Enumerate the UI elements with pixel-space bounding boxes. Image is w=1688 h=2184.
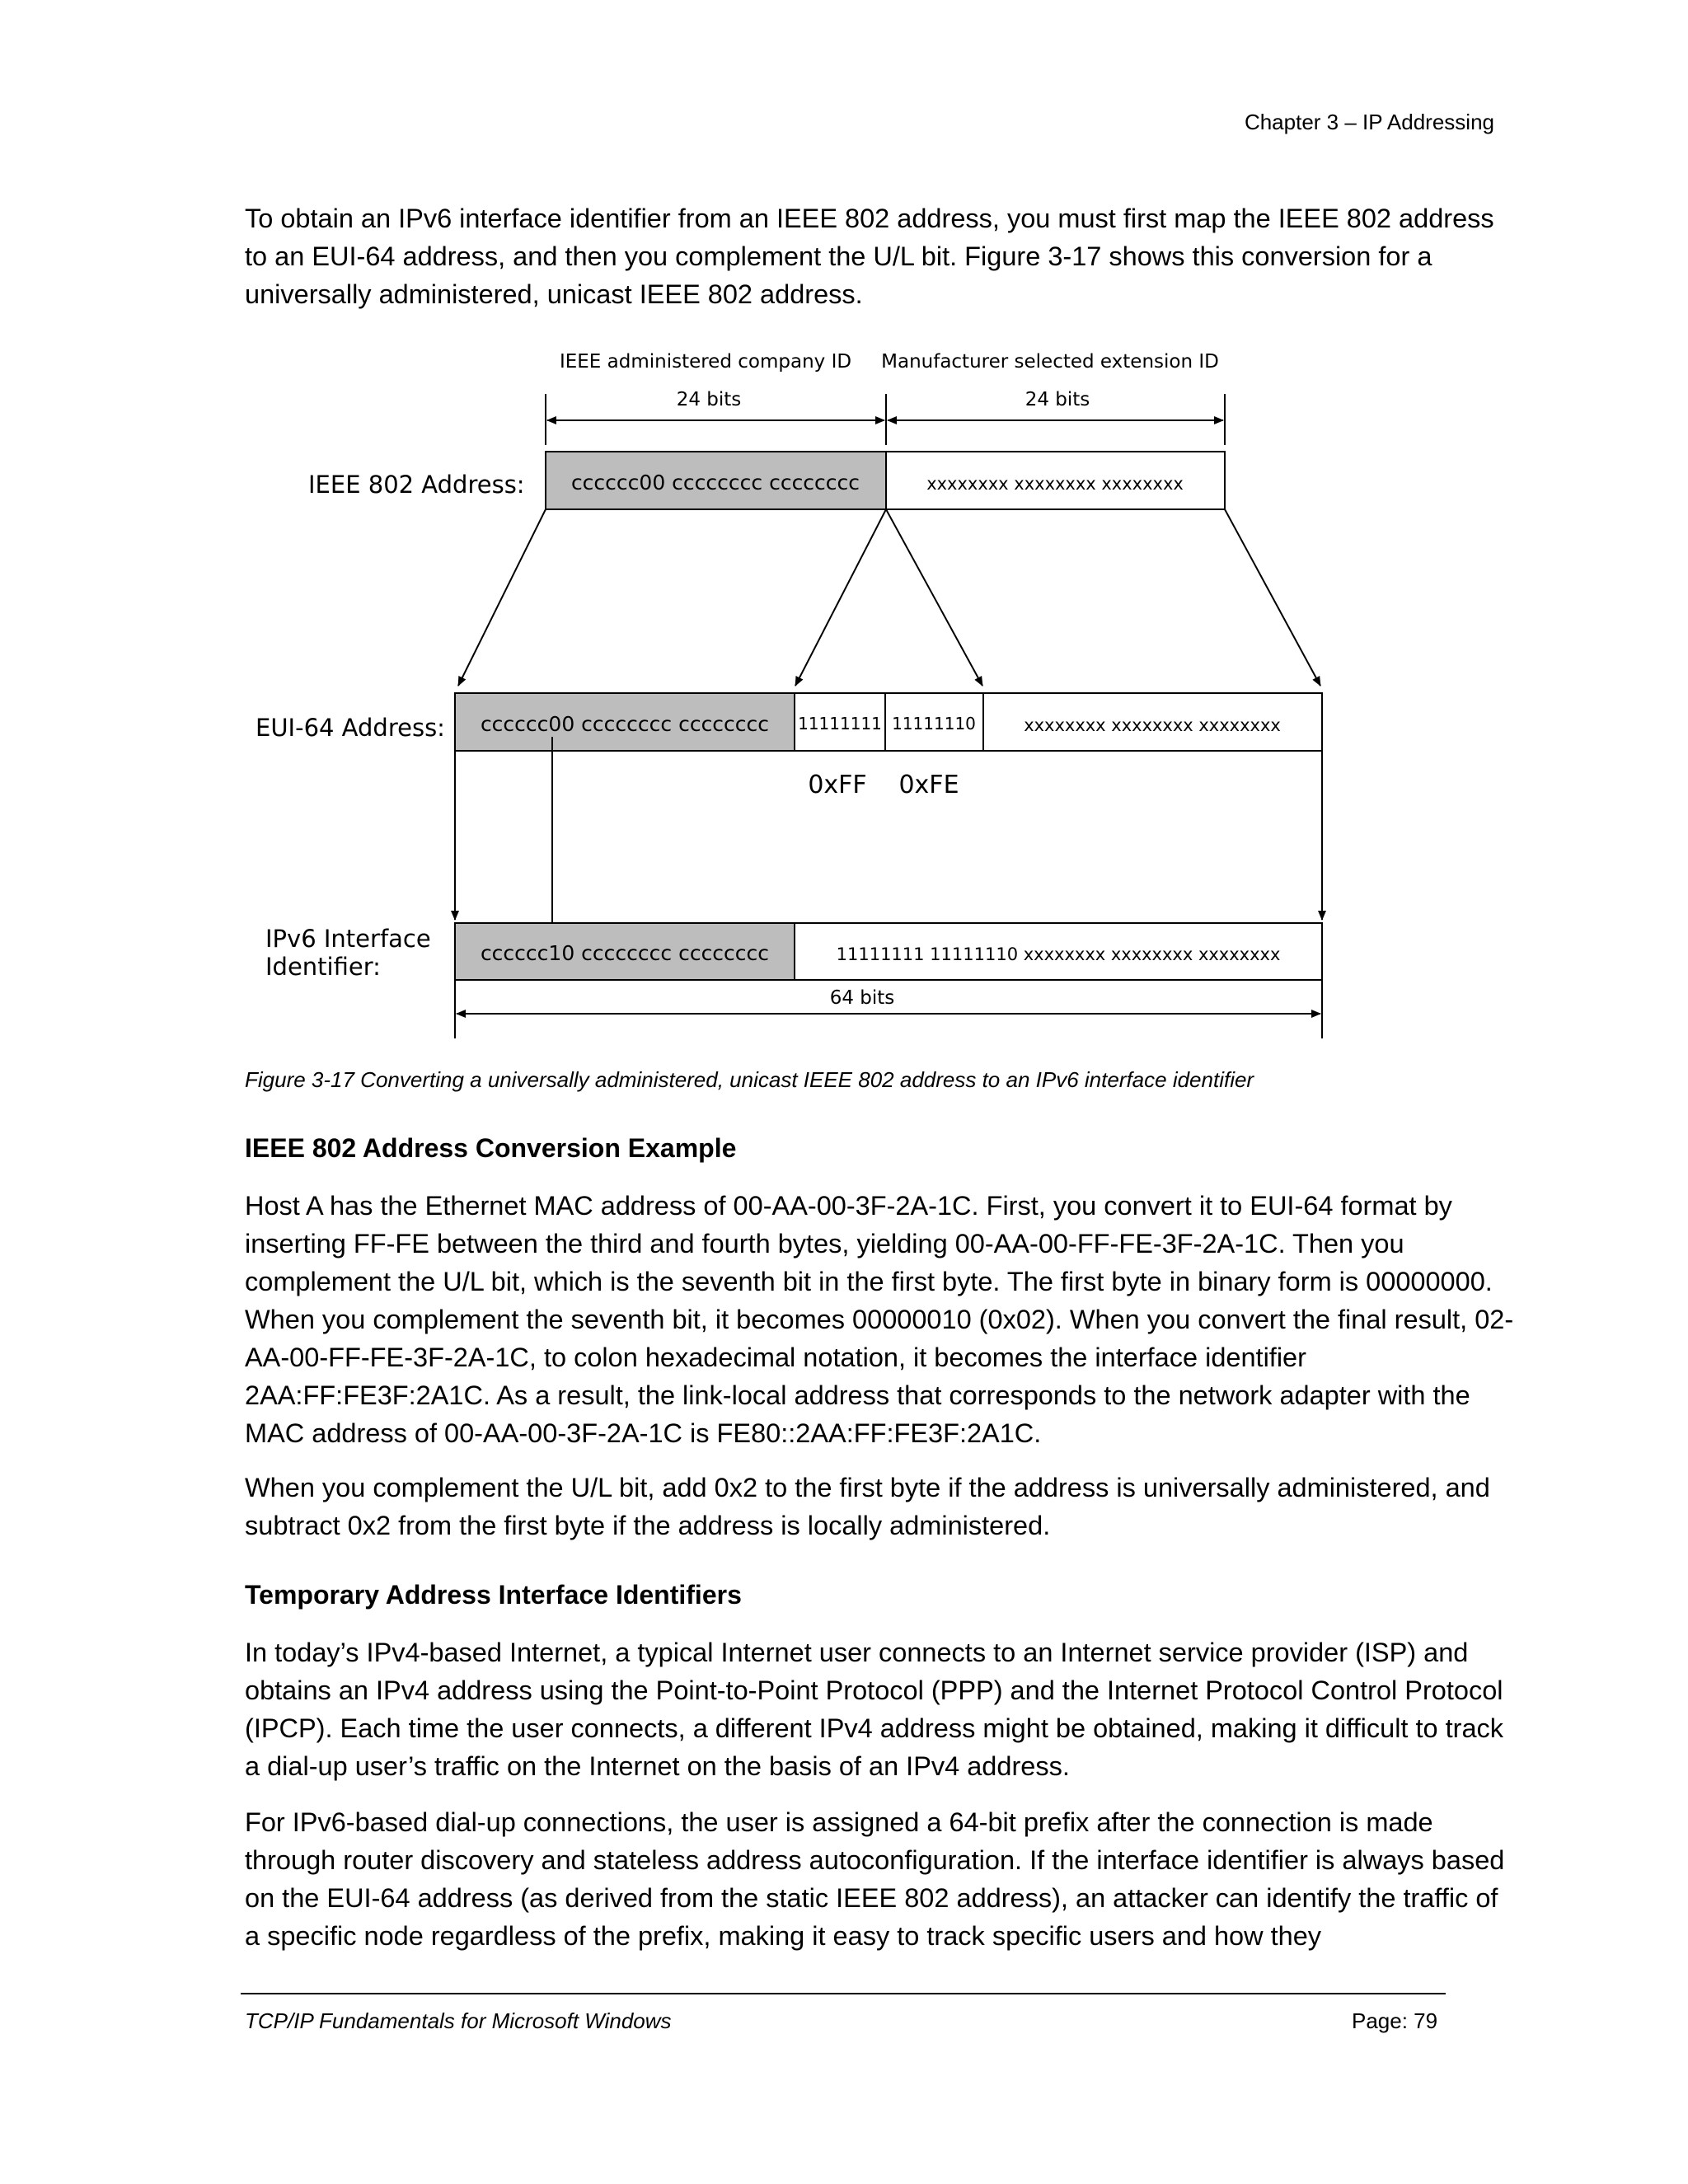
section2-paragraph2: For IPv6-based dial-up connections, the user is assigned a 64-bit prefix after the connection is made through router discovery and stateless address autoconfiguration. If the interface identifier is always based on the EUI-64 address (as derived from the static IEEE 802 address), an attacker can identify the traffic of a specific node regardless of the prefix, making it easy to track specific users and how they (245, 1807, 1505, 1951)
bits-64-label: 64 bits (829, 987, 895, 1009)
bits-24-right-label: 24 bits (1025, 389, 1090, 410)
ieee-company-bits: cccccc00 cccccccc cccccccc (570, 471, 860, 494)
footer-rule (241, 1993, 1446, 1994)
eui-row-label: EUI-64 Address: (256, 714, 445, 742)
hex-fe-label: 0xFE (898, 771, 959, 799)
footer-book-title: TCP/IP Fundamentals for Microsoft Windows (245, 2008, 672, 2033)
bits-24-left-label: 24 bits (676, 389, 742, 410)
ieee-extension-bits: xxxxxxxx xxxxxxxx xxxxxxxx (926, 474, 1184, 494)
map-arrow-extension (1225, 509, 1320, 686)
section1-paragraph1: Host A has the Ethernet MAC address of 00-AA-00-3F-2A-1C. First, you convert it to EUI-64 format by inserting FF-FE between the third and fourth bytes, yielding 00-AA-00-FF-FE-3F-2A-1C. Then you complement the U/L bit, which is the seventh bit in the first byte. The first byte in binary form is 00000000. When you complement the seventh bit, it becomes 00000010 (0x02). When you convert the final result, 02-AA-00-FF-FE-3F-2A-1C, to colon hexadecimal notation, it becomes the interface identifier 2AA:FF:FE3F:2A1C. As a result, the link-local address that corresponds to the network adapter with the MAC address of 00-AA-00-3F-2A-1C is FE80::2AA:FF:FE3F:2A1C. (245, 1191, 1514, 1448)
eui-company-bits: cccccc00 cccccccc cccccccc (480, 712, 770, 736)
map-arrow-fe (886, 509, 982, 686)
eui-ff-bits: 11111111 (798, 714, 882, 733)
intro-paragraph: To obtain an IPv6 interface identifier from an IEEE 802 address, you must first map the IEEE 802 address to an EUI-64 address, and then you complement the U/L bit. Figure 3-17 shows this conversion for a universally administered, unicast IEEE 802 address. (245, 204, 1494, 309)
ipv6-rest-bits: 11111111 11111110 xxxxxxxx xxxxxxxx xxxxxxxx (836, 944, 1281, 964)
section1-heading: IEEE 802 Address Conversion Example (245, 1133, 737, 1163)
ieee-row-label: IEEE 802 Address: (308, 471, 525, 499)
extension-id-label: Manufacturer selected extension ID (881, 351, 1219, 373)
footer-page-number: Page: 79 (1352, 2008, 1438, 2033)
figure-caption: Figure 3-17 Converting a universally administered, unicast IEEE 802 address to an IPv6 interface identifier (245, 1067, 1254, 1092)
company-id-label: IEEE administered company ID (559, 351, 852, 373)
section2-paragraph1: In today’s IPv4-based Internet, a typical Internet user connects to an Internet service provider (ISP) and obtains an IPv4 address using the Point-to-Point Protocol (PPP) and the Internet Protocol Control Protocol (IPCP). Each time the user connects, a different IPv4 address might be obtained, making it difficult to track a dial-up user’s traffic on the Internet on the basis of an IPv4 address. (245, 1638, 1504, 1781)
ipv6-row-label-line1: IPv6 Interface (265, 925, 431, 953)
eui64-conversion-diagram (0, 0, 1688, 1055)
eui-extension-bits: xxxxxxxx xxxxxxxx xxxxxxxx (1024, 715, 1281, 735)
section2-heading: Temporary Address Interface Identifiers (245, 1580, 742, 1610)
chapter-header: Chapter 3 – IP Addressing (1244, 110, 1494, 134)
map-arrow-ff (795, 509, 886, 686)
eui-fe-bits: 11111110 (892, 714, 976, 733)
hex-ff-label: 0xFF (808, 771, 867, 799)
section1-paragraph2: When you complement the U/L bit, add 0x2 to the first byte if the address is universally administered, and subtract 0x2 from the first byte if the address is locally administered. (245, 1473, 1490, 1540)
ipv6-company-bits: cccccc10 cccccccc cccccccc (480, 941, 770, 965)
map-arrow-company (458, 509, 546, 686)
ipv6-row-label-line2: Identifier: (265, 953, 381, 981)
